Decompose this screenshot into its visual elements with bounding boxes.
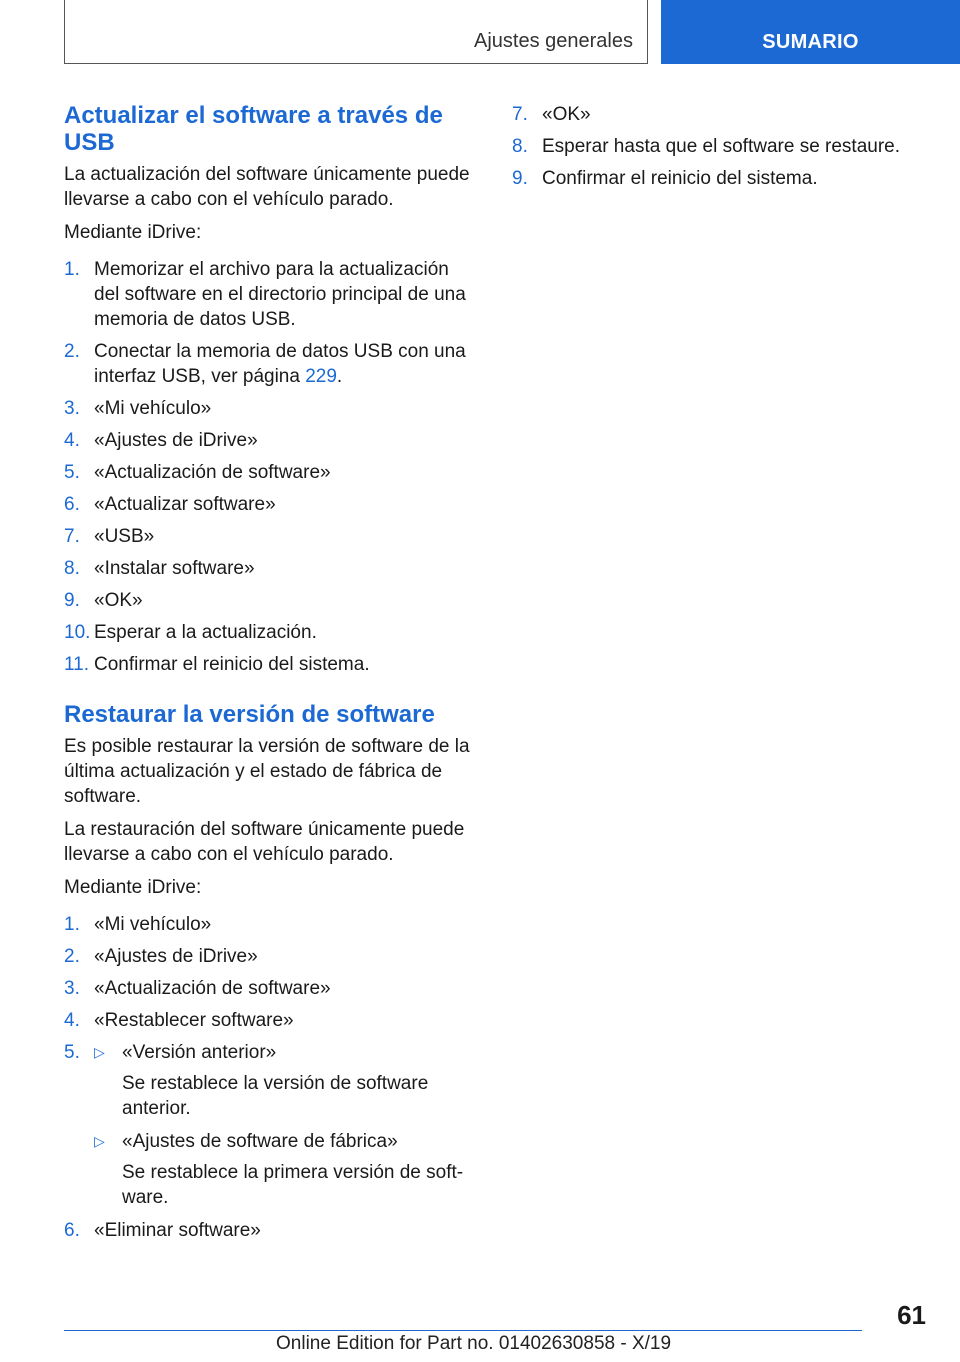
step-number: 7. bbox=[64, 526, 80, 547]
list-item bbox=[64, 588, 476, 613]
section2-title: Restaurar la versión de software bbox=[64, 701, 435, 728]
list-item bbox=[512, 134, 912, 159]
step-number: 7. bbox=[512, 104, 528, 125]
section1-intro: La actualización del software únicamente puede llevarse a cabo con el vehículo parado. bbox=[64, 164, 470, 210]
section1-via: Mediante iDrive: bbox=[64, 222, 202, 243]
step-text: «Eliminar software» bbox=[94, 1220, 261, 1241]
step-number: 6. bbox=[64, 494, 80, 515]
right-column bbox=[512, 102, 912, 198]
step-number: 4. bbox=[64, 1010, 80, 1031]
step-text: «Ajustes de iDrive» bbox=[94, 946, 258, 967]
step-text: «OK» bbox=[542, 104, 591, 125]
list-item bbox=[64, 620, 476, 645]
section1-title: Actualizar el software a través de USB bbox=[64, 102, 443, 156]
step-number: 4. bbox=[64, 430, 80, 451]
triangle-bullet-icon: ▷ bbox=[94, 1133, 105, 1149]
step-number: 9. bbox=[512, 168, 528, 189]
list-item bbox=[64, 1040, 476, 1210]
list-item bbox=[64, 652, 476, 677]
section2-steps-continued bbox=[512, 102, 912, 191]
list-item bbox=[64, 428, 476, 453]
step-text: «Actualización de software» bbox=[94, 978, 331, 999]
step-number: 6. bbox=[64, 1220, 80, 1241]
step-text: «Ajustes de iDrive» bbox=[94, 430, 258, 451]
option-description: Se restablece la versión de software anterior. bbox=[122, 1073, 429, 1119]
step-text: «Restablecer software» bbox=[94, 1010, 294, 1031]
section2-via: Mediante iDrive: bbox=[64, 877, 202, 898]
section2-para1: Es posible restaurar la versión de software de la última actualización y el estado de fábrica de software. bbox=[64, 736, 470, 807]
step-text: «USB» bbox=[94, 526, 155, 547]
list-item bbox=[64, 1218, 476, 1243]
step-number: 5. bbox=[64, 1042, 80, 1063]
page-reference-link[interactable]: 229 bbox=[305, 366, 337, 387]
list-item bbox=[64, 339, 476, 389]
list-item bbox=[64, 257, 476, 332]
step-text: Esperar hasta que el software se restaure. bbox=[542, 136, 901, 157]
step-text: «Mi vehículo» bbox=[94, 914, 212, 935]
section1-steps bbox=[64, 257, 476, 677]
step-number: 9. bbox=[64, 590, 80, 611]
step-number: 8. bbox=[512, 136, 528, 157]
step-text: Confirmar el reinicio del sistema. bbox=[542, 168, 818, 189]
option-item bbox=[94, 1129, 476, 1210]
step-number: 1. bbox=[64, 259, 80, 280]
footer-edition: Online Edition for Part no. 01402630858 - X/19 bbox=[276, 1333, 672, 1354]
option-description: Se restablece la primera versión de software. bbox=[122, 1162, 464, 1208]
step-number: 8. bbox=[64, 558, 80, 579]
step-text: Confirmar el reinicio del sistema. bbox=[94, 654, 370, 675]
step-number: 10. bbox=[64, 622, 91, 643]
list-item bbox=[64, 492, 476, 517]
footer-divider bbox=[64, 1330, 862, 1331]
option-label: «Versión anterior» bbox=[122, 1042, 277, 1063]
step-text: «Actualizar software» bbox=[94, 494, 276, 515]
list-item bbox=[64, 944, 476, 969]
step-number: 3. bbox=[64, 978, 80, 999]
list-item bbox=[512, 166, 912, 191]
list-item bbox=[64, 976, 476, 1001]
list-item bbox=[64, 1008, 476, 1033]
left-column bbox=[64, 102, 476, 1250]
header-box bbox=[64, 0, 648, 64]
step-text: «Mi vehículo» bbox=[94, 398, 212, 419]
step-number: 11. bbox=[64, 654, 90, 675]
step-number: 5. bbox=[64, 462, 80, 483]
step-number: 2. bbox=[64, 946, 80, 967]
list-item bbox=[64, 524, 476, 549]
step-text: Memorizar el archivo para la actualización del software en el directorio principal de una memoria de datos USB. bbox=[94, 259, 466, 330]
section2-para2: La restauración del software únicamente puede llevarse a cabo con el vehículo parado. bbox=[64, 819, 465, 865]
step-number: 3. bbox=[64, 398, 80, 419]
step-text: «OK» bbox=[94, 590, 143, 611]
step-text: Esperar a la actualización. bbox=[94, 622, 317, 643]
step-number: 2. bbox=[64, 341, 80, 362]
page-number: 61 bbox=[897, 1300, 926, 1330]
toc-button[interactable]: SUMARIO bbox=[661, 0, 960, 64]
section-title: Ajustes generales bbox=[474, 30, 633, 52]
step-text: Conectar la memoria de datos USB con una interfaz USB, ver página bbox=[94, 341, 466, 387]
step-text: «Actualización de software» bbox=[94, 462, 331, 483]
step-text: «Instalar software» bbox=[94, 558, 255, 579]
option-label: «Ajustes de software de fábrica» bbox=[122, 1131, 398, 1152]
list-item bbox=[64, 460, 476, 485]
list-item bbox=[64, 396, 476, 421]
step-number: 1. bbox=[64, 914, 80, 935]
triangle-bullet-icon: ▷ bbox=[94, 1044, 105, 1060]
list-item bbox=[64, 912, 476, 937]
section2-steps bbox=[64, 912, 476, 1243]
list-item bbox=[64, 556, 476, 581]
list-item bbox=[512, 102, 912, 127]
step-text-end: . bbox=[336, 366, 343, 387]
option-item bbox=[94, 1040, 476, 1121]
